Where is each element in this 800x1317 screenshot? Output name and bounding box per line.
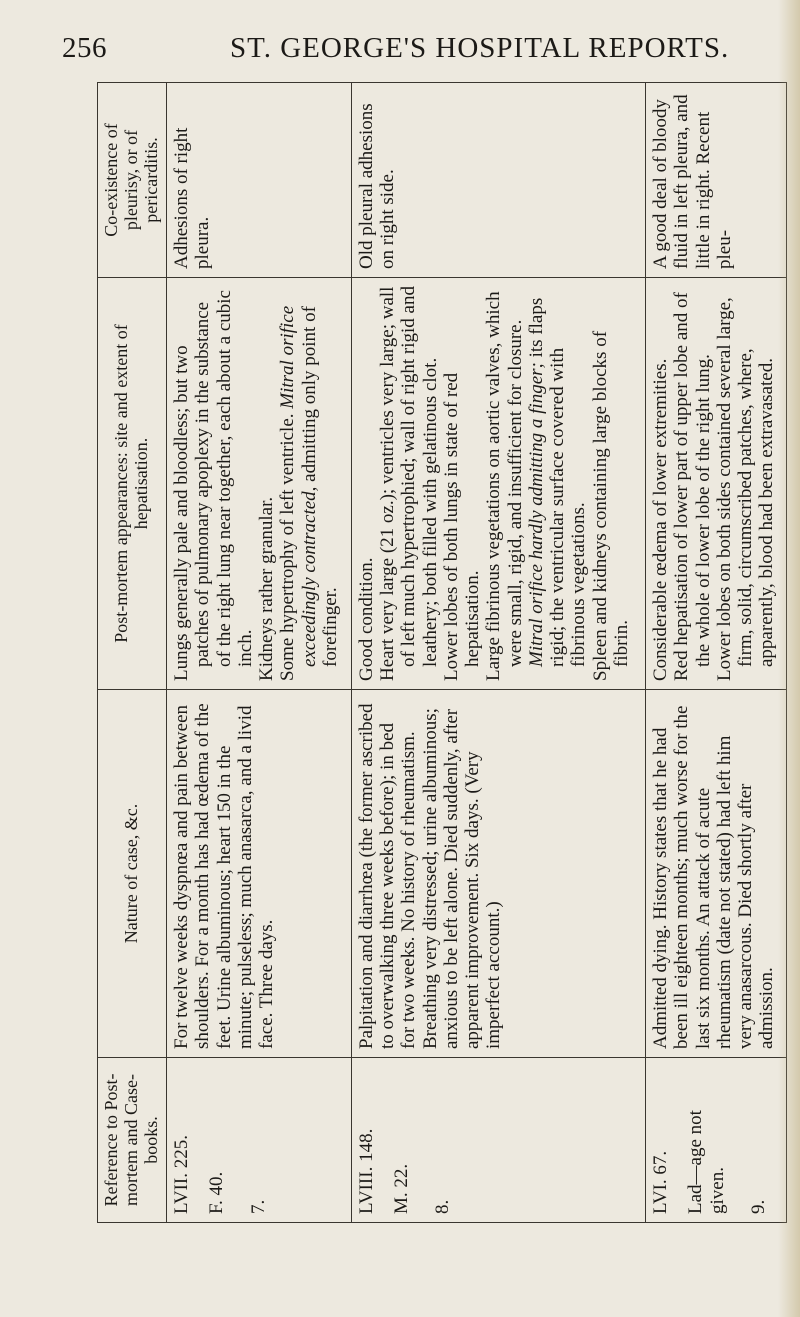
pm-line: Good condition.	[355, 557, 377, 681]
pm-line: Spleen and kidneys containing large blocks of fibrin.	[589, 330, 632, 681]
pm-line: Red hepatisation of lower part of upper lobe and of the whole of lower lobe of the right lung.	[671, 292, 714, 681]
case-table	[97, 82, 787, 1223]
postmortem-cell	[646, 278, 787, 690]
pm-line-text: Large fibrinous vegetations on aortic valves, which were small, rigid, and insufficient for closure.	[483, 291, 526, 681]
ref-primary: LVII. 225.	[171, 1135, 192, 1214]
pm-line: Kidneys rather granular.	[256, 496, 278, 681]
reference-cell	[351, 1058, 645, 1223]
pm-italic: Mitral orifice hardly admitting a finger;	[525, 362, 547, 667]
page-number: 256	[62, 32, 107, 64]
nature-cell: Palpitation and diarrhœa (the former ascribed to overwalking three weeks before); in bed for two weeks. No history of rheumatism. Breathing very distressed; urine albuminous; anxious to be left alone. Died suddenly, after apparent improvement. Six days. (Very imperfect account.)	[351, 690, 645, 1058]
coexistence-cell: Old pleural adhesions on right side.	[351, 83, 645, 278]
ref-primary: LVI. 67.	[650, 1150, 672, 1214]
case-number: 9.	[747, 1199, 769, 1214]
reference-cell	[167, 1058, 352, 1223]
table-row	[646, 83, 787, 1223]
header-reference: Reference to Post-mortem and Case-books.	[98, 1058, 167, 1223]
table-row	[351, 83, 645, 1223]
running-title: ST. GEORGE'S HOSPITAL REPORTS.	[230, 32, 730, 64]
reference-cell	[646, 1058, 787, 1223]
pm-italic: Mitral orifice exceedingly contracted,	[277, 305, 320, 667]
pm-line: Lower lobes of both lungs in state of red hepatisation.	[440, 372, 484, 681]
pm-line	[277, 286, 341, 681]
postmortem-cell	[351, 278, 645, 690]
case-number: 8.	[432, 1199, 454, 1214]
header-postmortem: Post-mortem appearances: site and extent of hepatisation.	[98, 278, 167, 690]
coexistence-cell: Adhesions of right pleura.	[167, 83, 352, 278]
page-edge-shadow	[778, 0, 800, 1317]
ref-secondary: F. 40.	[206, 1171, 228, 1214]
nature-cell: Admitted dying. History states that he had been ill eighteen months; much worse for the last six months. An attack of acute rheumatism (date not stated) had left him very anasarcous. Died shortly after admission.	[646, 690, 787, 1058]
case-number: 7.	[247, 1199, 269, 1214]
ref-secondary: M. 22.	[391, 1163, 412, 1214]
pm-tail: admitting only point of forefinger.	[298, 306, 341, 667]
pm-tail: its flaps rigid; the ventricular surface covered with fibrinous vegetations.	[525, 297, 590, 667]
pm-line: Lungs generally pale and bloodless; but two patches of pulmonary apoplexy in the substance of the right lung near together, each about a cubic inch.	[171, 290, 256, 681]
header-coexistence: Co-existence of pleurisy, or of pericarditis.	[98, 83, 167, 278]
postmortem-cell	[167, 278, 352, 690]
case-table-rotated	[97, 83, 787, 1223]
pm-line: Heart very large (21 oz.); ventricles very large; wall of left much hypertrophied; wall of right rigid and leathery; both filled with gelatinous clot.	[377, 286, 441, 681]
header-nature: Nature of case, &c.	[98, 690, 167, 1058]
coexistence-cell: A good deal of bloody fluid in left pleura, and little in right. Recent pleu-	[646, 83, 787, 278]
pm-line: Considerable œdema of lower extremities.	[650, 358, 672, 681]
pm-line: Lower lobes on both sides contained several large, firm, solid, circumscribed patches, where, apparently, blood had been extravasated.	[713, 297, 778, 681]
table-header-row	[98, 83, 167, 1223]
nature-cell: For twelve weeks dyspnœa and pain between shoulders. For a month has had œdema of the feet. Urine albuminous; heart 150 in the minute; pulseless; much anasarca, and a livid face. Three days.	[167, 690, 352, 1058]
pm-line-text: Some hypertrophy of left ventricle.	[277, 413, 299, 681]
pm-line	[483, 286, 589, 681]
ref-primary: LVIII. 148.	[355, 1128, 377, 1214]
table-row	[167, 83, 352, 1223]
ref-secondary: Lad—age not given.	[685, 1110, 728, 1214]
